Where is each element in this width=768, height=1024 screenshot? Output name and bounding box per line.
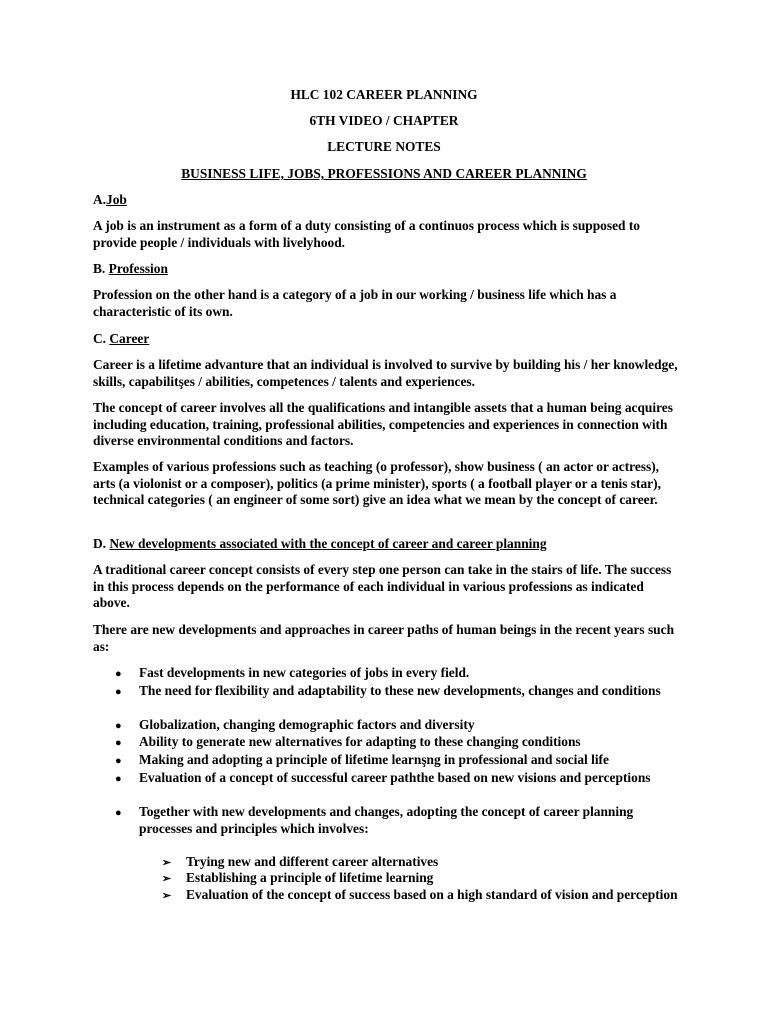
section-c-paragraph-2: The concept of career involves all the qualifications and intangible assets that a human being acquires including education, training, professional abilities, competencies and experiences in connection with diverse environmental conditions and factors. <box>93 400 673 449</box>
bullet-icon: ● <box>115 807 122 819</box>
section-b-text: Profession on the other hand is a category of a job in our working / business life which has a characteristic of its own. <box>93 287 617 319</box>
arrow-icon: ➢ <box>162 890 172 902</box>
section-d-title: New developments associated with the concept of career and career planning <box>109 536 547 551</box>
list-item: The need for flexibility and adaptability to these new developments, changes and conditions <box>139 683 661 698</box>
section-c-title: Career <box>109 331 150 346</box>
section-c-paragraph-1: Career is a lifetime advanture that an individual is involved to survive by building his / her knowledge, skills, capabilitşes / abilities, competences / talents and experiences. <box>93 357 678 389</box>
bullet-icon: ● <box>115 686 122 698</box>
course-title: HLC 102 CAREER PLANNING <box>290 87 478 102</box>
section-b-prefix: B. <box>93 261 109 276</box>
sub-list-item: Evaluation of the concept of success based on a high standard of vision and perception <box>186 887 678 902</box>
list-item: Fast developments in new categories of jobs in every field. <box>139 665 470 680</box>
section-d-heading <box>93 536 683 553</box>
section-c-paragraph-3: Examples of various professions such as teaching (o professor), show business ( an actor or actress), arts (a violonist or a composer), politics (a prime minister), sports ( a football player or a tenis star), technical categories ( an engineer of some sort) give an idea what we mean by the concept of career. <box>93 459 661 508</box>
section-a-prefix: A. <box>93 192 107 207</box>
topic-heading: BUSINESS LIFE, JOBS, PROFESSIONS AND CAREER PLANNING <box>181 166 587 181</box>
section-d-paragraph-1: A traditional career concept consists of every step one person can take in the stairs of life. The success in this process depends on the performance of each individual in various professions as indicated above. <box>93 562 672 611</box>
sub-list-item: Trying new and different career alternatives <box>186 854 439 869</box>
video-chapter-title: 6TH VIDEO / CHAPTER <box>309 113 459 128</box>
list-item: Ability to generate new alternatives for adapting to these changing conditions <box>139 734 581 749</box>
list-item: Making and adopting a principle of lifetime learnşng in professional and social life <box>139 752 609 767</box>
section-c-heading <box>93 331 683 348</box>
section-a-text: A job is an instrument as a form of a duty consisting of a continuos process which is supposed to provide people / individuals with livelyhood. <box>93 218 640 250</box>
lecture-notes-title: LECTURE NOTES <box>327 139 441 154</box>
section-d-prefix: D. <box>93 536 110 551</box>
section-b-heading <box>93 261 683 278</box>
section-c-prefix: C. <box>93 331 110 346</box>
section-a-heading <box>93 192 683 209</box>
bullet-icon: ● <box>115 720 122 732</box>
bullet-icon: ● <box>115 755 122 767</box>
arrow-icon: ➢ <box>162 857 172 869</box>
section-a-title: Job <box>106 192 127 207</box>
list-item: Together with new developments and changes, adopting the concept of career planning processes and principles which involves: <box>139 804 634 836</box>
section-b-title: Profession <box>108 261 168 276</box>
list-item: Evaluation of a concept of successful career paththe based on new visions and perceptions <box>139 770 651 785</box>
section-d-paragraph-2: There are new developments and approaches in career paths of human beings in the recent years such as: <box>93 622 675 654</box>
bullet-icon: ● <box>115 668 122 680</box>
bullet-icon: ● <box>115 737 122 749</box>
sub-list-item: Establishing a principle of lifetime learning <box>186 870 434 885</box>
arrow-icon: ➢ <box>162 873 172 885</box>
bullet-icon: ● <box>115 773 122 785</box>
list-item: Globalization, changing demographic factors and diversity <box>139 717 475 732</box>
